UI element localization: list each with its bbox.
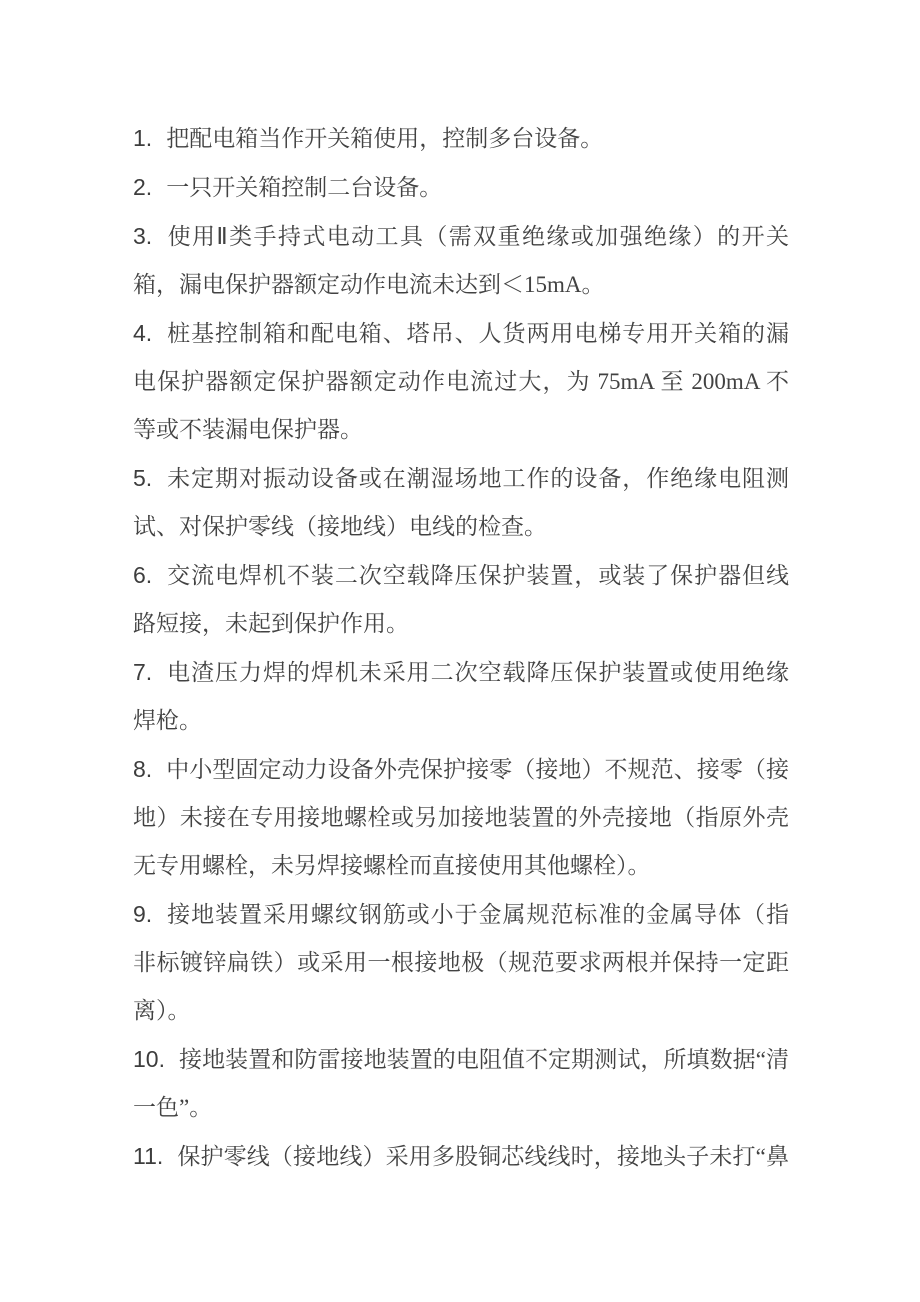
text-line (133, 890, 789, 939)
item-number: 6. (133, 562, 153, 588)
text-line (133, 600, 789, 648)
text-line (133, 939, 789, 987)
item-number: 2. (133, 174, 153, 200)
line-text: 保护零线（接地线）采用多股铜芯线线时，接地头子未打“鼻 (177, 1144, 789, 1169)
line-text: 未定期对振动设备或在潮湿场地工作的设备，作绝缘电阻测 (166, 466, 789, 491)
text-line (133, 163, 789, 212)
list-item (133, 212, 789, 309)
item-number: 4. (133, 320, 153, 346)
text-line (133, 842, 789, 890)
item-number: 7. (133, 659, 153, 685)
item-number: 10. (133, 1046, 165, 1072)
text-line (133, 987, 789, 1035)
item-number: 5. (133, 465, 153, 491)
line-text: 试、对保护零线（接地线）电线的检查。 (133, 514, 547, 539)
line-text: 接地装置采用螺纹钢筋或小于金属规范标准的金属导体（指 (166, 902, 789, 927)
line-text: 等或不装漏电保护器。 (133, 417, 363, 442)
text-line (133, 114, 789, 163)
list-item (133, 114, 789, 163)
line-text: 电保护器额定保护器额定动作电流过大，为 75mA 至 200mA 不 (133, 369, 789, 394)
text-line (133, 454, 789, 503)
line-text: 电渣压力焊的焊机未采用二次空载降压保护装置或使用绝缘 (166, 660, 789, 685)
line-text: 交流电焊机不装二次空载降压保护装置，或装了保护器但线 (166, 563, 789, 588)
line-text: 中小型固定动力设备外壳保护接零（接地）不规范、接零（接 (166, 757, 789, 782)
list-item (133, 745, 789, 890)
list-item (133, 551, 789, 648)
text-line (133, 745, 789, 794)
list-item (133, 309, 789, 454)
line-text: 离）。 (133, 998, 191, 1023)
line-text: 一色”。 (133, 1095, 213, 1120)
text-line (133, 551, 789, 600)
line-text: 接地装置和防雷接地装置的电阻值不定期测试，所填数据“清 (178, 1047, 789, 1072)
item-number: 3. (133, 223, 153, 249)
list-item (133, 648, 789, 745)
text-line (133, 1035, 789, 1084)
list-item (133, 454, 789, 551)
text-line (133, 697, 789, 745)
text-line (133, 406, 789, 454)
list-item (133, 890, 789, 1035)
line-text: 地）未接在专用接地螺栓或另加接地装置的外壳接地（指原外壳 (133, 805, 789, 830)
item-number: 1. (133, 125, 153, 151)
text-line (133, 261, 789, 309)
text-line (133, 212, 789, 261)
list-item (133, 1132, 789, 1181)
list-item (133, 1035, 789, 1132)
item-number: 8. (133, 756, 153, 782)
list-item (133, 163, 789, 212)
line-text: 无专用螺栓，未另焊接螺栓而直接使用其他螺栓）。 (133, 853, 651, 878)
line-text: 桩基控制箱和配电箱、塔吊、人货两用电梯专用开关箱的漏 (166, 321, 789, 346)
line-text: 使用Ⅱ类手持式电动工具（需双重绝缘或加强绝缘）的开关 (166, 224, 789, 249)
text-line (133, 503, 789, 551)
numbered-list (133, 114, 789, 1181)
text-line (133, 358, 789, 406)
line-text: 把配电箱当作开关箱使用，控制多台设备。 (166, 126, 604, 151)
line-text: 焊枪。 (133, 708, 202, 733)
text-line (133, 1084, 789, 1132)
line-text: 路短接，未起到保护作用。 (133, 611, 409, 636)
line-text: 箱，漏电保护器额定动作电流未达到＜15mA。 (133, 272, 605, 297)
line-text: 一只开关箱控制二台设备。 (166, 175, 443, 200)
text-line (133, 794, 789, 842)
text-line (133, 648, 789, 697)
item-number: 11. (133, 1143, 164, 1169)
line-text: 非标镀锌扁铁）或采用一根接地极（规范要求两根并保持一定距 (133, 950, 789, 975)
item-number: 9. (133, 901, 153, 927)
text-line (133, 309, 789, 358)
text-line (133, 1132, 789, 1181)
